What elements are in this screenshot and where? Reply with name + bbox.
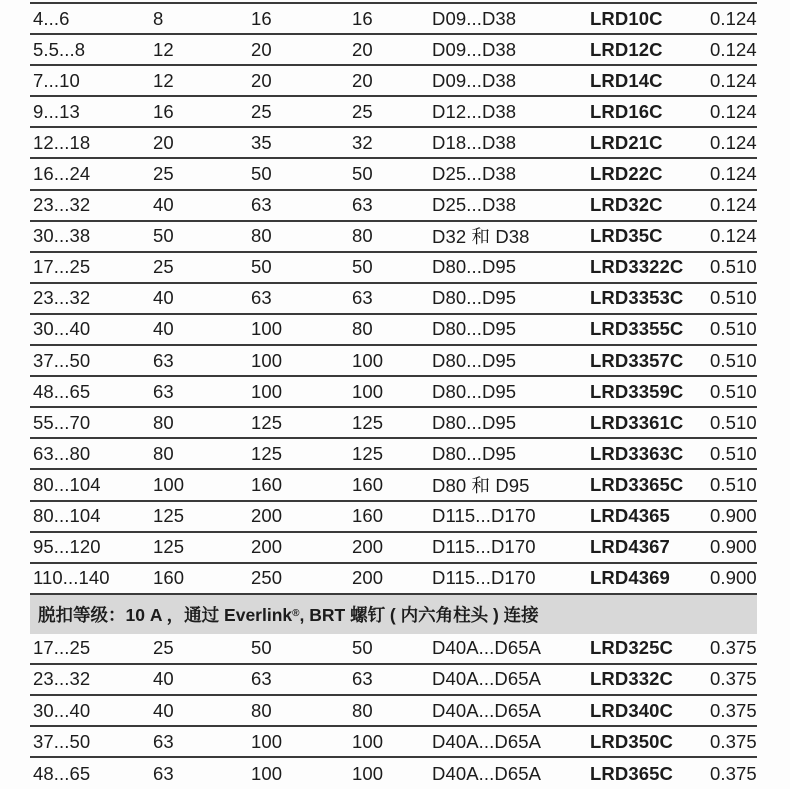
table-row <box>30 439 757 470</box>
cell-reference: LRD16C <box>590 100 663 122</box>
table-row <box>30 159 757 190</box>
cell-value-3: 50 <box>352 256 373 278</box>
separator-text: 脱扣等级：10 A ，通过 Everlink <box>38 604 293 625</box>
cell-reference: LRD35C <box>590 225 663 247</box>
cell-contactor-range: D40A...D65A <box>432 762 542 784</box>
cell-setting-range: 30...40 <box>33 318 91 340</box>
cell-value-1: 40 <box>153 194 174 216</box>
cell-contactor-range: D80...D95 <box>432 411 517 433</box>
cell-weight: 0.124 <box>710 131 757 153</box>
separator-text: , BRT 螺钉 ( 内六角柱头 ) 连接 <box>299 604 539 625</box>
cell-reference: LRD21C <box>590 131 663 153</box>
cell-value-1: 63 <box>153 349 174 371</box>
cell-value-2: 50 <box>251 163 272 185</box>
table-row <box>30 758 757 789</box>
cell-contactor-range: D40A...D65A <box>432 730 542 752</box>
cell-value-1: 12 <box>153 38 174 60</box>
cell-value-1: 160 <box>153 567 185 589</box>
cell-contactor-range: D12...D38 <box>432 100 517 122</box>
cell-contactor-range: D40A...D65A <box>432 668 542 690</box>
cell-reference: LRD365C <box>590 762 673 784</box>
cell-setting-range: 9...13 <box>33 100 80 122</box>
cell-setting-range: 30...40 <box>33 699 91 721</box>
cell-value-3: 100 <box>352 762 384 784</box>
cell-value-2: 25 <box>251 100 272 122</box>
cell-weight: 0.510 <box>710 318 757 340</box>
cell-contactor-range: D80...D95 <box>432 287 517 309</box>
cell-value-2: 16 <box>251 7 272 29</box>
cell-value-1: 50 <box>153 225 174 247</box>
cell-value-1: 80 <box>153 442 174 464</box>
cell-value-3: 16 <box>352 7 373 29</box>
cell-value-3: 100 <box>352 349 384 371</box>
cell-value-3: 80 <box>352 699 373 721</box>
cell-value-3: 125 <box>352 411 384 433</box>
cell-setting-range: 37...50 <box>33 730 91 752</box>
cell-value-2: 100 <box>251 762 283 784</box>
cell-setting-range: 80...104 <box>33 505 101 527</box>
cell-setting-range: 48...65 <box>33 762 91 784</box>
cell-setting-range: 63...80 <box>33 442 91 464</box>
cell-weight: 0.375 <box>710 730 757 752</box>
cell-contactor-range: D80 和 D95 <box>432 474 530 496</box>
cell-reference: LRD3322C <box>590 256 684 278</box>
table-row <box>30 191 757 222</box>
cell-value-1: 63 <box>153 730 174 752</box>
cell-contactor-range: D80...D95 <box>432 318 517 340</box>
cell-value-3: 200 <box>352 536 384 558</box>
cell-weight: 0.900 <box>710 505 757 527</box>
cell-setting-range: 23...32 <box>33 194 91 216</box>
cell-value-1: 40 <box>153 287 174 309</box>
table-row <box>30 97 757 128</box>
cell-reference: LRD3355C <box>590 318 684 340</box>
cell-value-3: 63 <box>352 668 373 690</box>
cell-reference: LRD3359C <box>590 380 684 402</box>
cell-weight: 0.510 <box>710 473 757 495</box>
cell-setting-range: 7...10 <box>33 69 80 91</box>
cell-weight: 0.900 <box>710 567 757 589</box>
table-row <box>30 696 757 727</box>
cell-value-3: 50 <box>352 163 373 185</box>
table-row <box>30 128 757 159</box>
cell-weight: 0.510 <box>710 287 757 309</box>
cell-setting-range: 16...24 <box>33 163 91 185</box>
cell-value-1: 125 <box>153 536 185 558</box>
cell-value-2: 100 <box>251 380 283 402</box>
cell-reference: LRD3363C <box>590 442 684 464</box>
cell-value-2: 20 <box>251 69 272 91</box>
cell-value-3: 80 <box>352 318 373 340</box>
cell-reference: LRD22C <box>590 163 663 185</box>
cell-weight: 0.124 <box>710 163 757 185</box>
cell-weight: 0.124 <box>710 194 757 216</box>
cell-setting-range: 23...32 <box>33 287 91 309</box>
cell-contactor-range: D80...D95 <box>432 442 517 464</box>
cell-value-2: 250 <box>251 567 283 589</box>
cell-contactor-range: D18...D38 <box>432 131 517 153</box>
cell-setting-range: 4...6 <box>33 7 70 29</box>
cell-value-2: 100 <box>251 730 283 752</box>
table-row <box>30 35 757 66</box>
cell-reference: LRD340C <box>590 699 673 721</box>
section-separator-row: 脱扣等级：10 A ，通过 Everlink ® , BRT 螺钉 ( 内六角柱头 ) 连接 <box>30 595 757 634</box>
cell-weight: 0.124 <box>710 100 757 122</box>
table-row <box>30 665 757 696</box>
cell-setting-range: 12...18 <box>33 131 91 153</box>
cell-value-1: 100 <box>153 473 185 495</box>
cell-setting-range: 110...140 <box>33 567 110 589</box>
cell-weight: 0.510 <box>710 349 757 371</box>
table-row <box>30 727 757 758</box>
table-row <box>30 502 757 533</box>
cell-value-1: 125 <box>153 505 185 527</box>
cell-reference: LRD14C <box>590 69 663 91</box>
table-row <box>30 4 757 35</box>
cell-weight: 0.900 <box>710 536 757 558</box>
cell-weight: 0.124 <box>710 69 757 91</box>
cell-weight: 0.124 <box>710 7 757 29</box>
cell-value-3: 25 <box>352 100 373 122</box>
cell-reference: LRD3365C <box>590 473 684 495</box>
cell-value-1: 40 <box>153 668 174 690</box>
cell-reference: LRD10C <box>590 7 663 29</box>
cell-setting-range: 80...104 <box>33 473 101 495</box>
cell-contactor-range: D09...D38 <box>432 7 517 29</box>
cell-weight: 0.375 <box>710 762 757 784</box>
cell-value-2: 80 <box>251 699 272 721</box>
cell-weight: 0.510 <box>710 411 757 433</box>
cell-setting-range: 48...65 <box>33 380 91 402</box>
cell-value-3: 125 <box>352 442 384 464</box>
cell-weight: 0.375 <box>710 699 757 721</box>
table-row <box>30 408 757 439</box>
table-row <box>30 346 757 377</box>
cell-setting-range: 5.5...8 <box>33 38 86 60</box>
cell-value-1: 80 <box>153 411 174 433</box>
cell-value-2: 50 <box>251 637 272 659</box>
cell-reference: LRD4369 <box>590 567 670 589</box>
cell-value-2: 160 <box>251 473 283 495</box>
cell-value-1: 63 <box>153 762 174 784</box>
cell-contactor-range: D80...D95 <box>432 256 517 278</box>
cell-setting-range: 37...50 <box>33 349 91 371</box>
cell-value-2: 100 <box>251 318 283 340</box>
table-row <box>30 253 757 284</box>
cell-setting-range: 23...32 <box>33 668 91 690</box>
cell-weight: 0.375 <box>710 668 757 690</box>
cell-value-1: 8 <box>153 7 164 29</box>
cell-setting-range: 95...120 <box>33 536 101 558</box>
cell-contactor-range: D80...D95 <box>432 380 517 402</box>
cell-reference: LRD332C <box>590 668 673 690</box>
cell-weight: 0.510 <box>710 256 757 278</box>
cell-contactor-range: D32 和 D38 <box>432 226 530 248</box>
cell-reference: LRD3353C <box>590 287 684 309</box>
cell-value-1: 40 <box>153 318 174 340</box>
cell-reference: LRD12C <box>590 38 663 60</box>
cell-value-2: 125 <box>251 442 283 464</box>
table-row <box>30 66 757 97</box>
product-table <box>30 2 757 789</box>
table-row <box>30 470 757 501</box>
table-row <box>30 564 757 595</box>
cell-value-3: 160 <box>352 505 384 527</box>
cell-value-1: 25 <box>153 637 174 659</box>
cell-setting-range: 17...25 <box>33 637 91 659</box>
cell-setting-range: 30...38 <box>33 225 91 247</box>
cell-value-1: 25 <box>153 163 174 185</box>
cell-reference: LRD350C <box>590 730 673 752</box>
cell-value-2: 200 <box>251 505 283 527</box>
cell-value-2: 50 <box>251 256 272 278</box>
cell-weight: 0.510 <box>710 380 757 402</box>
cell-value-1: 16 <box>153 100 174 122</box>
cell-reference: LRD3361C <box>590 411 684 433</box>
cell-value-1: 12 <box>153 69 174 91</box>
cell-value-3: 160 <box>352 473 384 495</box>
cell-setting-range: 17...25 <box>33 256 91 278</box>
cell-setting-range: 55...70 <box>33 411 91 433</box>
cell-value-2: 63 <box>251 287 272 309</box>
cell-contactor-range: D115...D170 <box>432 536 536 558</box>
cell-value-1: 40 <box>153 699 174 721</box>
cell-value-2: 125 <box>251 411 283 433</box>
table-row <box>30 315 757 346</box>
cell-reference: LRD3357C <box>590 349 684 371</box>
cell-value-1: 63 <box>153 380 174 402</box>
cell-contactor-range: D25...D38 <box>432 163 517 185</box>
cell-contactor-range: D40A...D65A <box>432 637 542 659</box>
cell-weight: 0.124 <box>710 38 757 60</box>
cell-reference: LRD4367 <box>590 536 670 558</box>
cell-value-3: 50 <box>352 637 373 659</box>
cell-weight: 0.375 <box>710 637 757 659</box>
cell-contactor-range: D09...D38 <box>432 69 517 91</box>
cell-value-3: 63 <box>352 194 373 216</box>
cell-contactor-range: D09...D38 <box>432 38 517 60</box>
cell-value-2: 35 <box>251 131 272 153</box>
cell-contactor-range: D80...D95 <box>432 349 517 371</box>
cell-contactor-range: D115...D170 <box>432 567 536 589</box>
cell-value-3: 32 <box>352 131 373 153</box>
table-row <box>30 377 757 408</box>
cell-reference: LRD32C <box>590 194 663 216</box>
cell-value-3: 63 <box>352 287 373 309</box>
cell-value-1: 25 <box>153 256 174 278</box>
cell-contactor-range: D40A...D65A <box>432 699 542 721</box>
table-row <box>30 284 757 315</box>
table-row <box>30 222 757 253</box>
cell-value-1: 20 <box>153 131 174 153</box>
cell-value-2: 80 <box>251 225 272 247</box>
cell-value-3: 100 <box>352 730 384 752</box>
table-row <box>30 634 757 665</box>
cell-value-2: 200 <box>251 536 283 558</box>
cell-value-2: 20 <box>251 38 272 60</box>
cell-value-2: 100 <box>251 349 283 371</box>
cell-contactor-range: D115...D170 <box>432 505 536 527</box>
cell-value-3: 20 <box>352 38 373 60</box>
cell-contactor-range: D25...D38 <box>432 194 517 216</box>
cell-value-3: 200 <box>352 567 384 589</box>
cell-value-3: 20 <box>352 69 373 91</box>
cell-value-3: 100 <box>352 380 384 402</box>
cell-reference: LRD4365 <box>590 505 670 527</box>
cell-value-3: 80 <box>352 225 373 247</box>
cell-reference: LRD325C <box>590 637 673 659</box>
cell-value-2: 63 <box>251 194 272 216</box>
table-row <box>30 533 757 564</box>
cell-weight: 0.124 <box>710 225 757 247</box>
cell-weight: 0.510 <box>710 442 757 464</box>
cell-value-2: 63 <box>251 668 272 690</box>
